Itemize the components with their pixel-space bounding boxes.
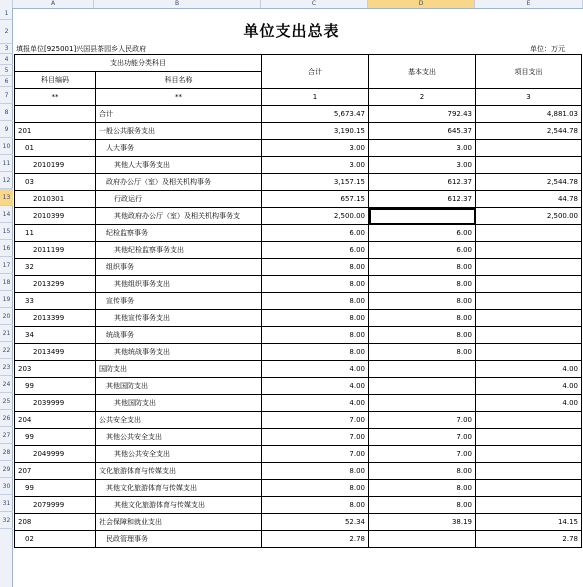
cell-total[interactable]: 8.00 <box>262 497 369 514</box>
cell-code[interactable]: 2013299 <box>15 276 96 293</box>
cell-code[interactable]: 11 <box>15 225 96 242</box>
cell-name[interactable]: 合计 <box>96 106 262 123</box>
header-num-2[interactable]: 2 <box>369 89 476 106</box>
cell-project[interactable]: 14.15 <box>476 514 582 531</box>
cell-basic[interactable]: 6.00 <box>369 242 476 259</box>
cell-project[interactable] <box>476 276 582 293</box>
cell-name[interactable]: 其他国防支出 <box>96 378 262 395</box>
row-header[interactable]: 13 <box>0 189 13 206</box>
cell-total[interactable]: 5,673.47 <box>262 106 369 123</box>
cell-basic[interactable]: 8.00 <box>369 310 476 327</box>
row-header[interactable]: 12 <box>0 172 13 189</box>
cell-total[interactable]: 657.15 <box>262 191 369 208</box>
column-header-a[interactable]: A <box>13 0 94 8</box>
cell-code[interactable]: 204 <box>15 412 96 429</box>
row-header[interactable]: 4 <box>0 54 13 65</box>
cell-basic[interactable]: 3.00 <box>369 157 476 174</box>
cell-name[interactable]: 其他文化旅游体育与传媒支出 <box>96 480 262 497</box>
cell-total[interactable]: 4.00 <box>262 395 369 412</box>
table-row <box>15 310 582 327</box>
cell-project[interactable]: 2,544.78 <box>476 174 582 191</box>
cell-name[interactable]: 其他组织事务支出 <box>96 276 262 293</box>
cell-name[interactable]: 其他宣传事务支出 <box>96 310 262 327</box>
cell-total[interactable]: 8.00 <box>262 327 369 344</box>
cell-total[interactable]: 3.00 <box>262 140 369 157</box>
cell-project[interactable] <box>476 259 582 276</box>
row-header[interactable]: 5 <box>0 65 13 76</box>
cell-basic[interactable]: 3.00 <box>369 140 476 157</box>
cell-code[interactable]: 32 <box>15 259 96 276</box>
row-header[interactable]: 26 <box>0 410 13 427</box>
cell-basic[interactable]: 8.00 <box>369 293 476 310</box>
cell-total[interactable]: 8.00 <box>262 259 369 276</box>
cell-project[interactable]: 4,881.03 <box>476 106 582 123</box>
cell-name[interactable]: 其他公共安全支出 <box>96 446 262 463</box>
row-header-bar <box>0 8 13 587</box>
row-header[interactable]: 21 <box>0 325 13 342</box>
header-basic[interactable]: 基本支出 <box>369 55 476 89</box>
expenditure-table <box>14 54 582 548</box>
cell-code[interactable]: 2039999 <box>15 395 96 412</box>
filling-unit-label: 填报单位[925001]兴国县茶园乡人民政府 <box>16 45 147 53</box>
cell-basic[interactable]: 8.00 <box>369 259 476 276</box>
cell-total[interactable]: 6.00 <box>262 242 369 259</box>
cell-project[interactable] <box>476 344 582 361</box>
cell-code[interactable]: 01 <box>15 140 96 157</box>
table-row <box>15 259 582 276</box>
cell-total[interactable]: 6.00 <box>262 225 369 242</box>
cell-basic[interactable] <box>369 378 476 395</box>
cell-project[interactable]: 4.00 <box>476 378 582 395</box>
cell-code[interactable]: 2049999 <box>15 446 96 463</box>
cell-basic[interactable]: 612.37 <box>369 174 476 191</box>
row-header[interactable]: 20 <box>0 308 13 325</box>
row-header[interactable]: 14 <box>0 206 13 223</box>
header-code[interactable]: 科目编码 <box>15 72 96 89</box>
header-total[interactable]: 合计 <box>262 55 369 89</box>
cell-basic[interactable]: 8.00 <box>369 497 476 514</box>
cell-code[interactable]: 99 <box>15 429 96 446</box>
table-row <box>15 157 582 174</box>
row-header[interactable]: 25 <box>0 393 13 410</box>
cell-code[interactable]: 2011199 <box>15 242 96 259</box>
cell-total[interactable]: 3,157.15 <box>262 174 369 191</box>
table-row <box>15 242 582 259</box>
table-row <box>15 378 582 395</box>
cell-project[interactable] <box>476 497 582 514</box>
cell-total[interactable]: 8.00 <box>262 463 369 480</box>
cell-name[interactable]: 纪检监察事务 <box>96 225 262 242</box>
row-header[interactable]: 1 <box>0 8 13 20</box>
cell-total[interactable]: 7.00 <box>262 429 369 446</box>
cell-basic[interactable] <box>369 395 476 412</box>
row-header[interactable]: 16 <box>0 240 13 257</box>
cell-total[interactable]: 3.00 <box>262 157 369 174</box>
cell-basic[interactable]: 7.00 <box>369 429 476 446</box>
cell-basic[interactable]: 8.00 <box>369 344 476 361</box>
table-row <box>15 106 582 123</box>
row-header[interactable]: 8 <box>0 104 13 121</box>
table-row <box>15 446 582 463</box>
header-star-code[interactable]: ** <box>15 89 96 106</box>
table-row <box>15 480 582 497</box>
cell-name[interactable]: 国防支出 <box>96 361 262 378</box>
cell-total[interactable]: 8.00 <box>262 480 369 497</box>
header-num-1[interactable]: 1 <box>262 89 369 106</box>
cell-project[interactable] <box>476 310 582 327</box>
row-header[interactable]: 11 <box>0 155 13 172</box>
currency-unit-label: 单位：万元 <box>530 45 565 53</box>
cell-code[interactable]: 201 <box>15 123 96 140</box>
table-row <box>15 497 582 514</box>
cell-basic[interactable]: 8.00 <box>369 480 476 497</box>
cell-name[interactable]: 行政运行 <box>96 191 262 208</box>
cell-name[interactable]: 统战事务 <box>96 327 262 344</box>
table-row <box>15 276 582 293</box>
cell-project[interactable] <box>476 327 582 344</box>
cell-project[interactable] <box>476 157 582 174</box>
table-row <box>15 531 582 548</box>
table-row <box>15 429 582 446</box>
cell-name[interactable]: 其他公共安全支出 <box>96 429 262 446</box>
row-header[interactable]: 23 <box>0 359 13 376</box>
cell-total[interactable]: 7.00 <box>262 412 369 429</box>
cell-project[interactable]: 4.00 <box>476 361 582 378</box>
row-header[interactable]: 7 <box>0 87 13 104</box>
column-header-e[interactable]: E <box>475 0 583 8</box>
cell-name[interactable]: 政府办公厅（室）及相关机构事务 <box>96 174 262 191</box>
cell-basic[interactable] <box>369 208 476 225</box>
cell-name[interactable]: 其他纪检监察事务支出 <box>96 242 262 259</box>
header-function-group[interactable]: 支出功能分类科目 <box>15 55 262 72</box>
row-header[interactable]: 2 <box>0 20 13 44</box>
report-title: 单位支出总表 <box>243 22 340 40</box>
header-star-name[interactable]: ** <box>96 89 262 106</box>
cell-code[interactable]: 33 <box>15 293 96 310</box>
cell-project[interactable]: 2.78 <box>476 531 582 548</box>
cell-basic[interactable]: 8.00 <box>369 327 476 344</box>
header-name[interactable]: 科目名称 <box>96 72 262 89</box>
row-header[interactable]: 32 <box>0 512 13 529</box>
row-header[interactable]: 24 <box>0 376 13 393</box>
row-header[interactable]: 9 <box>0 121 13 138</box>
table-row <box>15 327 582 344</box>
cell-project[interactable] <box>476 412 582 429</box>
cell-name[interactable]: 组织事务 <box>96 259 262 276</box>
cell-project[interactable] <box>476 293 582 310</box>
column-header-b[interactable]: B <box>94 0 261 8</box>
cell-code[interactable]: 208 <box>15 514 96 531</box>
table-row <box>15 293 582 310</box>
row-header[interactable]: 6 <box>0 76 13 87</box>
cell-name[interactable]: 其他统战事务支出 <box>96 344 262 361</box>
cell-code[interactable] <box>15 106 96 123</box>
header-project[interactable]: 项目支出 <box>476 55 582 89</box>
cell-project[interactable] <box>476 242 582 259</box>
cell-project[interactable] <box>476 480 582 497</box>
cell-total[interactable]: 8.00 <box>262 344 369 361</box>
cell-code[interactable]: 2079999 <box>15 497 96 514</box>
table-row <box>15 412 582 429</box>
cell-code[interactable]: 207 <box>15 463 96 480</box>
cell-basic[interactable]: 38.19 <box>369 514 476 531</box>
row-header[interactable]: 30 <box>0 478 13 495</box>
row-header[interactable]: 27 <box>0 427 13 444</box>
cell-basic[interactable]: 7.00 <box>369 412 476 429</box>
table-row <box>15 208 582 225</box>
header-num-3[interactable]: 3 <box>476 89 582 106</box>
cell-total[interactable]: 2,500.00 <box>262 208 369 225</box>
cell-total[interactable]: 52.34 <box>262 514 369 531</box>
row-header[interactable]: 15 <box>0 223 13 240</box>
table-row <box>15 361 582 378</box>
cell-basic[interactable]: 7.00 <box>369 446 476 463</box>
cell-project[interactable] <box>476 429 582 446</box>
cell-basic[interactable]: 645.37 <box>369 123 476 140</box>
table-row <box>15 123 582 140</box>
cell-name[interactable]: 文化旅游体育与传媒支出 <box>96 463 262 480</box>
row-header[interactable]: 3 <box>0 44 13 54</box>
cell-total[interactable]: 3,190.15 <box>262 123 369 140</box>
cell-code[interactable]: 2013499 <box>15 344 96 361</box>
cell-basic[interactable]: 8.00 <box>369 463 476 480</box>
cell-total[interactable]: 4.00 <box>262 361 369 378</box>
cell-name[interactable]: 人大事务 <box>96 140 262 157</box>
cell-basic[interactable] <box>369 361 476 378</box>
table-row <box>15 344 582 361</box>
cell-code[interactable]: 203 <box>15 361 96 378</box>
column-header-c[interactable]: C <box>261 0 368 8</box>
cell-code[interactable]: 03 <box>15 174 96 191</box>
row-header[interactable]: 31 <box>0 495 13 512</box>
cell-code[interactable]: 99 <box>15 378 96 395</box>
cell-total[interactable]: 7.00 <box>262 446 369 463</box>
cell-total[interactable]: 2.78 <box>262 531 369 548</box>
table-row <box>15 174 582 191</box>
cell-name[interactable]: 一般公共服务支出 <box>96 123 262 140</box>
cell-basic[interactable]: 8.00 <box>369 276 476 293</box>
cell-total[interactable]: 8.00 <box>262 310 369 327</box>
row-header[interactable]: 22 <box>0 342 13 359</box>
cell-project[interactable] <box>476 225 582 242</box>
cell-name[interactable]: 民政管理事务 <box>96 531 262 548</box>
cell-basic[interactable]: 792.43 <box>369 106 476 123</box>
cell-project[interactable]: 2,500.00 <box>476 208 582 225</box>
cell-total[interactable]: 8.00 <box>262 276 369 293</box>
cell-name[interactable]: 其他政府办公厅（室）及相关机构事务支 <box>96 208 262 225</box>
row-header[interactable]: 10 <box>0 138 13 155</box>
cell-project[interactable]: 44.78 <box>476 191 582 208</box>
cell-project[interactable] <box>476 446 582 463</box>
table-row <box>15 395 582 412</box>
cell-name[interactable]: 其他人大事务支出 <box>96 157 262 174</box>
cell-name[interactable]: 其他文化旅游体育与传媒支出 <box>96 497 262 514</box>
row-header[interactable]: 29 <box>0 461 13 478</box>
cell-total[interactable]: 4.00 <box>262 378 369 395</box>
column-header-bar <box>0 0 583 9</box>
column-header-d[interactable]: D <box>368 0 475 8</box>
cell-code[interactable]: 34 <box>15 327 96 344</box>
row-header[interactable]: 28 <box>0 444 13 461</box>
table-row <box>15 140 582 157</box>
cell-code[interactable]: 99 <box>15 480 96 497</box>
cell-basic[interactable]: 612.37 <box>369 191 476 208</box>
row-header[interactable]: 17 <box>0 257 13 274</box>
cell-code[interactable]: 2010399 <box>15 208 96 225</box>
cell-total[interactable]: 8.00 <box>262 293 369 310</box>
cell-basic[interactable] <box>369 531 476 548</box>
cell-project[interactable]: 2,544.78 <box>476 123 582 140</box>
cell-name[interactable]: 其他国防支出 <box>96 395 262 412</box>
row-header[interactable]: 18 <box>0 274 13 291</box>
cell-basic[interactable]: 6.00 <box>369 225 476 242</box>
cell-project[interactable] <box>476 140 582 157</box>
table-row <box>15 463 582 480</box>
cell-name[interactable]: 社会保障和就业支出 <box>96 514 262 531</box>
cell-project[interactable]: 4.00 <box>476 395 582 412</box>
cell-name[interactable]: 宣传事务 <box>96 293 262 310</box>
cell-code[interactable]: 2010301 <box>15 191 96 208</box>
row-header[interactable]: 19 <box>0 291 13 308</box>
table-row <box>15 514 582 531</box>
cell-name[interactable]: 公共安全支出 <box>96 412 262 429</box>
select-all-corner[interactable] <box>0 0 13 8</box>
cell-code[interactable]: 2010199 <box>15 157 96 174</box>
cell-project[interactable] <box>476 463 582 480</box>
table-row <box>15 225 582 242</box>
cell-code[interactable]: 2013399 <box>15 310 96 327</box>
table-row <box>15 191 582 208</box>
cell-code[interactable]: 02 <box>15 531 96 548</box>
